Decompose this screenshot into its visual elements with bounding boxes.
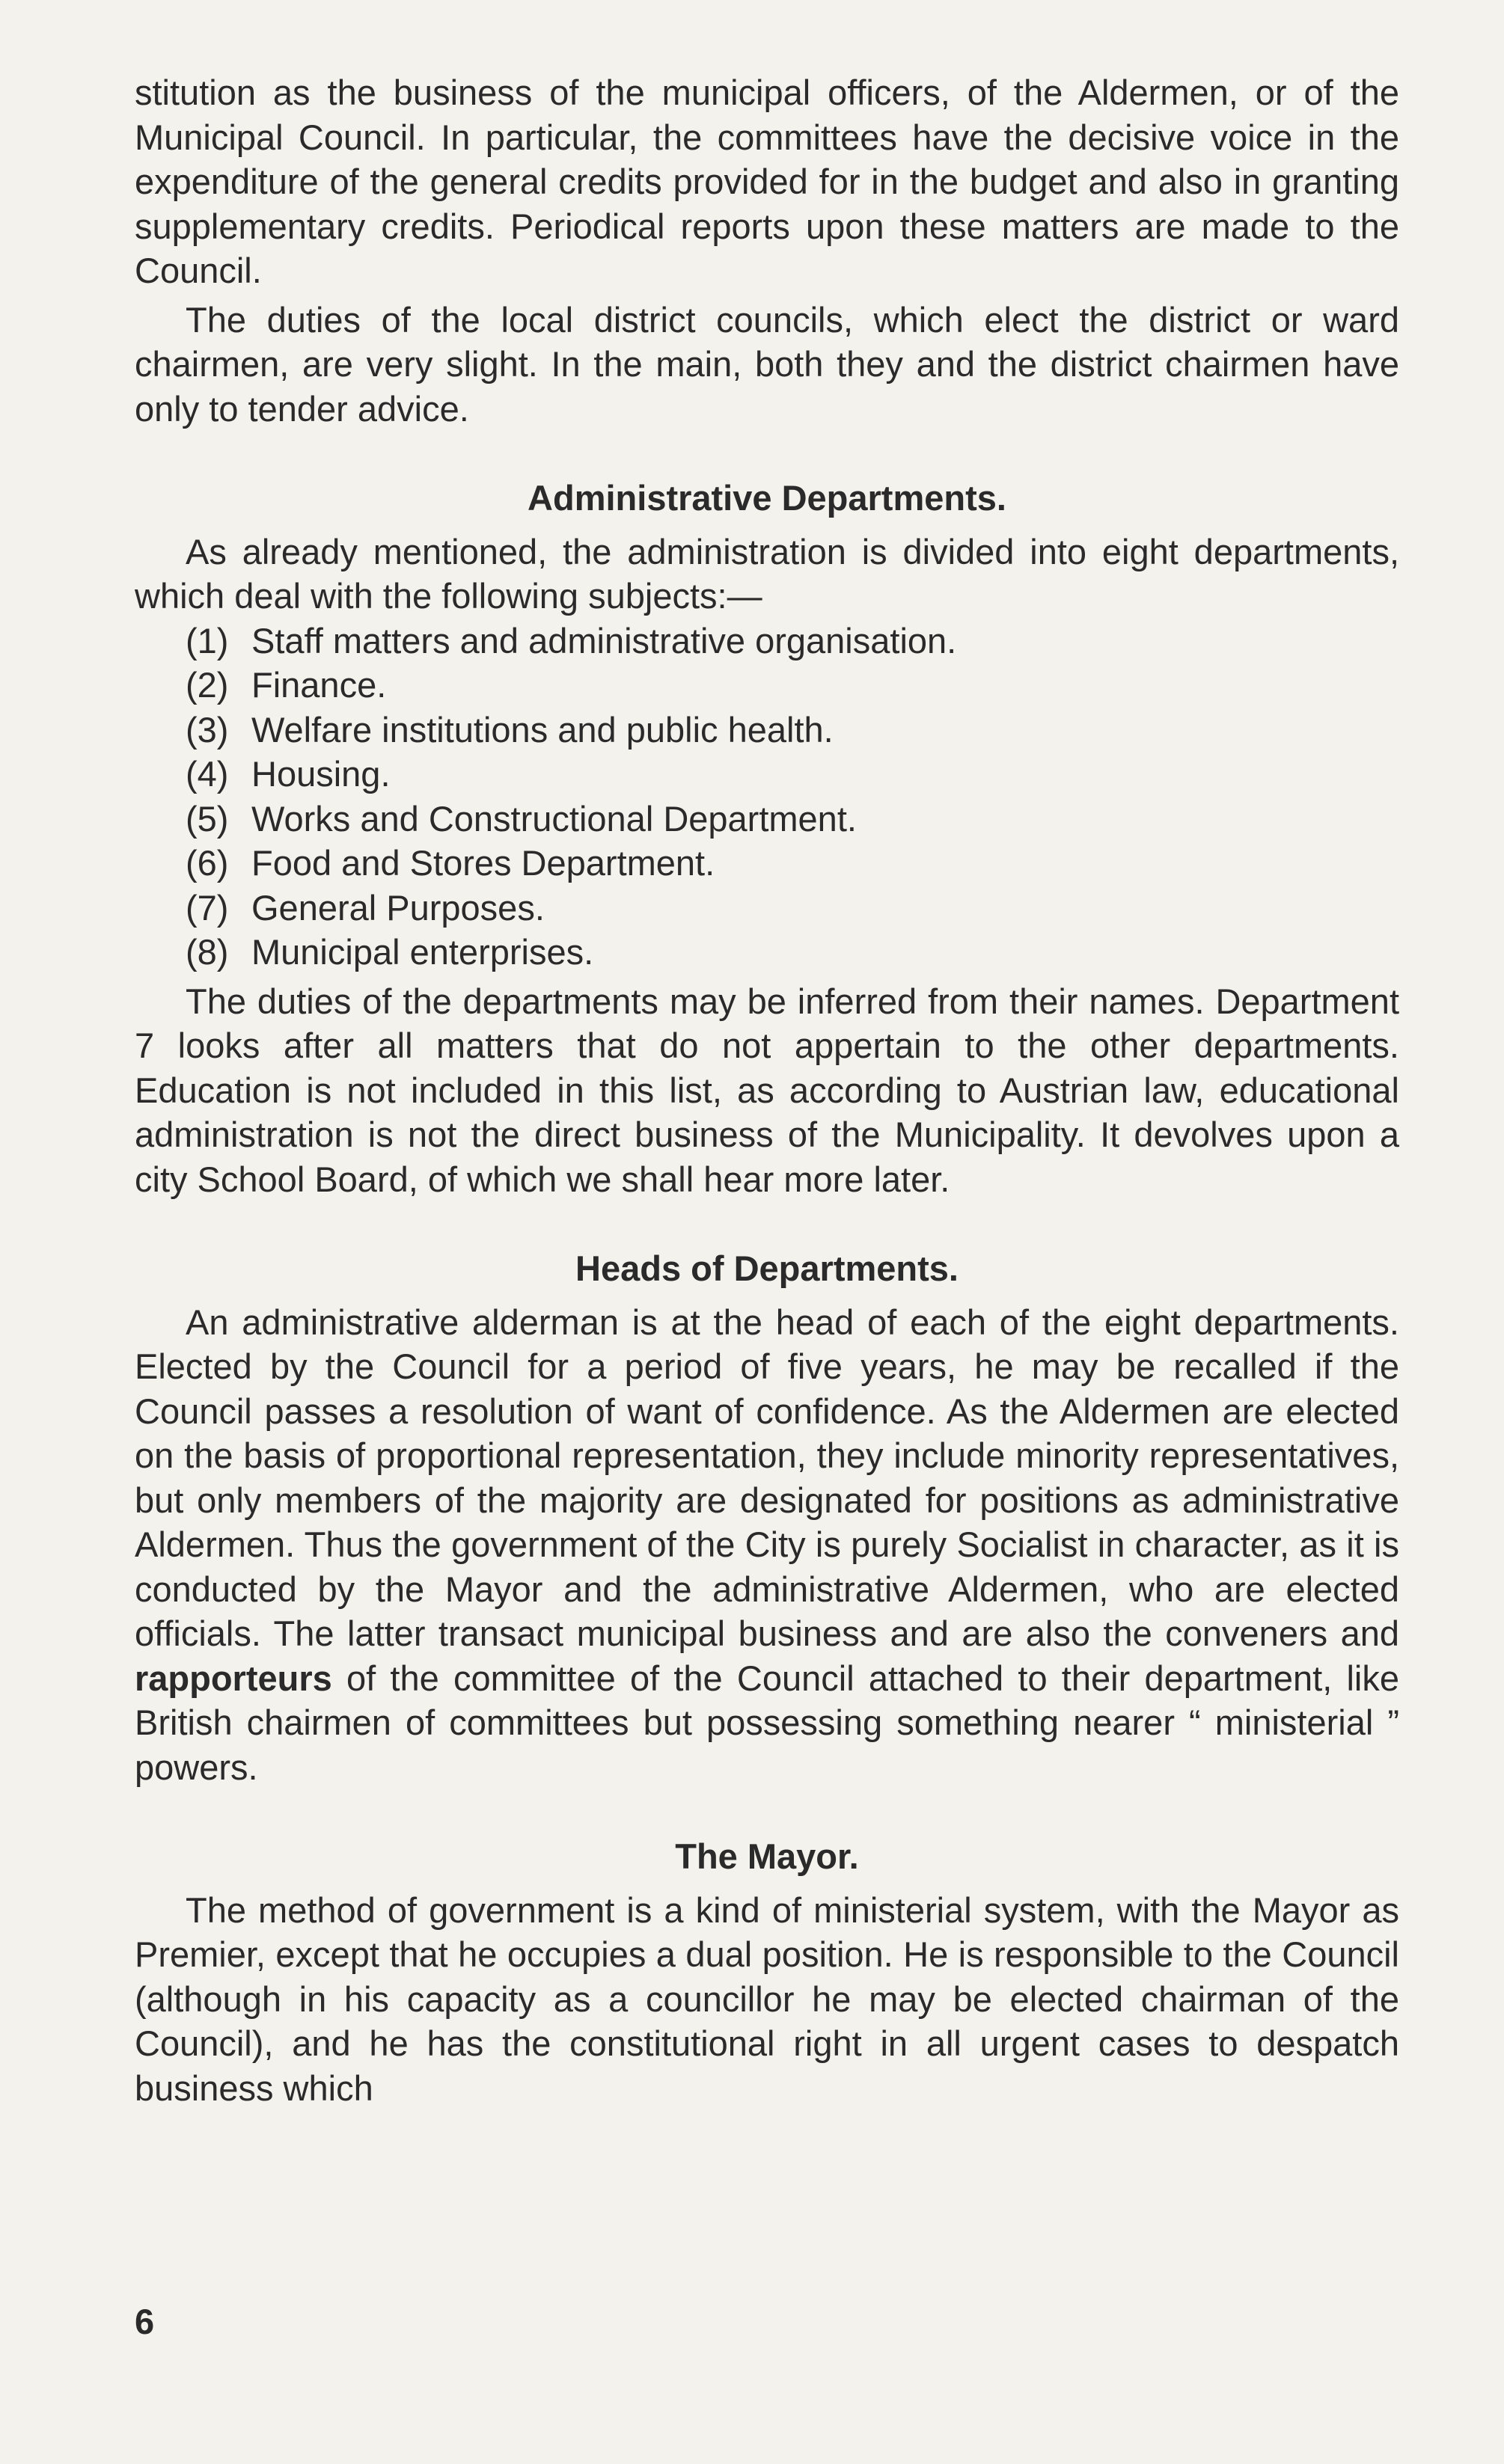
list-item bbox=[186, 619, 1399, 663]
list-item-text: Municipal enterprises. bbox=[251, 932, 594, 972]
heading-heads-of-departments: Heads of Departments. bbox=[575, 1248, 959, 1288]
list-item-number: (7) bbox=[186, 887, 229, 928]
heading-the-mayor: The Mayor. bbox=[675, 1836, 859, 1876]
list-item bbox=[186, 886, 1399, 931]
page-number: 6 bbox=[135, 2302, 155, 2341]
heading-administrative-departments: Administrative Departments. bbox=[528, 478, 1006, 518]
heads-text-before: An administrative alderman is at the head of each of the eight departments. Elected by the Council for a period of five years, he may be recalled if the Council passes a resolution of want of confidence. As the Aldermen are elected on the basis of proportional representation, they include minority representatives, but only members of the majority are designated for positions as administrative Aldermen. Thus the government of the City is purely Socialist in character, as it is conducted by the Mayor and the administrative Aldermen, who are elected officials. The latter transact municipal business and are also the conveners and bbox=[135, 1302, 1399, 1653]
list-item bbox=[186, 663, 1399, 708]
departments-list bbox=[135, 619, 1399, 975]
list-item bbox=[186, 797, 1399, 842]
list-item-number: (6) bbox=[186, 843, 229, 883]
list-item-text: Works and Constructional Department. bbox=[251, 798, 857, 839]
list-item-text: General Purposes. bbox=[251, 887, 545, 928]
list-item-text: Staff matters and administrative organisation. bbox=[251, 620, 957, 661]
list-item-text: Finance. bbox=[251, 665, 387, 705]
list-item-text: Food and Stores Department. bbox=[251, 843, 715, 883]
paragraph-admin-intro: As already mentioned, the administration is divided into eight departments, which deal with the following subjects:— bbox=[135, 531, 1399, 616]
list-item-number: (8) bbox=[186, 932, 229, 972]
paragraph-department-duties: The duties of the departments may be inferred from their names. Department 7 looks after all matters that do not appertain to the other departments. Education is not included in this list, as according to Austrian law, educational administration is not the direct business of the Municipality. It devolves upon a city School Board, of which we shall hear more later. bbox=[135, 981, 1399, 1199]
paragraph-district-councils: The duties of the local district councils, which elect the district or ward chairmen, are very slight. In the main, both they and the district chairmen have only to tender advice. bbox=[135, 299, 1399, 429]
paragraph-heads-of-departments bbox=[135, 1300, 1399, 1790]
heads-bold-term: rapporteurs bbox=[135, 1658, 332, 1698]
heads-text-after: of the committee of the Council attached to their department, like British chairmen of committees but possessing something nearer “ ministerial ” powers. bbox=[135, 1658, 1399, 1787]
list-item-number: (4) bbox=[186, 754, 229, 794]
list-item bbox=[186, 841, 1399, 886]
list-item bbox=[186, 930, 1399, 975]
list-item-text: Housing. bbox=[251, 754, 391, 794]
list-item-number: (2) bbox=[186, 665, 229, 705]
list-item-number: (1) bbox=[186, 620, 229, 661]
list-item bbox=[186, 752, 1399, 797]
list-item-number: (3) bbox=[186, 709, 229, 750]
paragraph-continuation: stitution as the business of the municipal officers, of the Aldermen, or of the Municipal Council. In particular, the committees have the decisive voice in the expenditure of the general credits provided for in the budget and also in granting supplementary credits. Periodical reports upon these matters are made to the Council. bbox=[135, 73, 1399, 290]
list-item-number: (5) bbox=[186, 798, 229, 839]
list-item-text: Welfare institutions and public health. bbox=[251, 709, 834, 750]
list-item bbox=[186, 708, 1399, 753]
paragraph-the-mayor: The method of government is a kind of ministerial system, with the Mayor as Premier, except that he occupies a dual position. He is responsible to the Council (although in his capacity as a councillor he may be elected chairman of the Council), and he has the constitutional right in all urgent cases to despatch business which bbox=[135, 1890, 1399, 2108]
page-body bbox=[135, 70, 1399, 2110]
